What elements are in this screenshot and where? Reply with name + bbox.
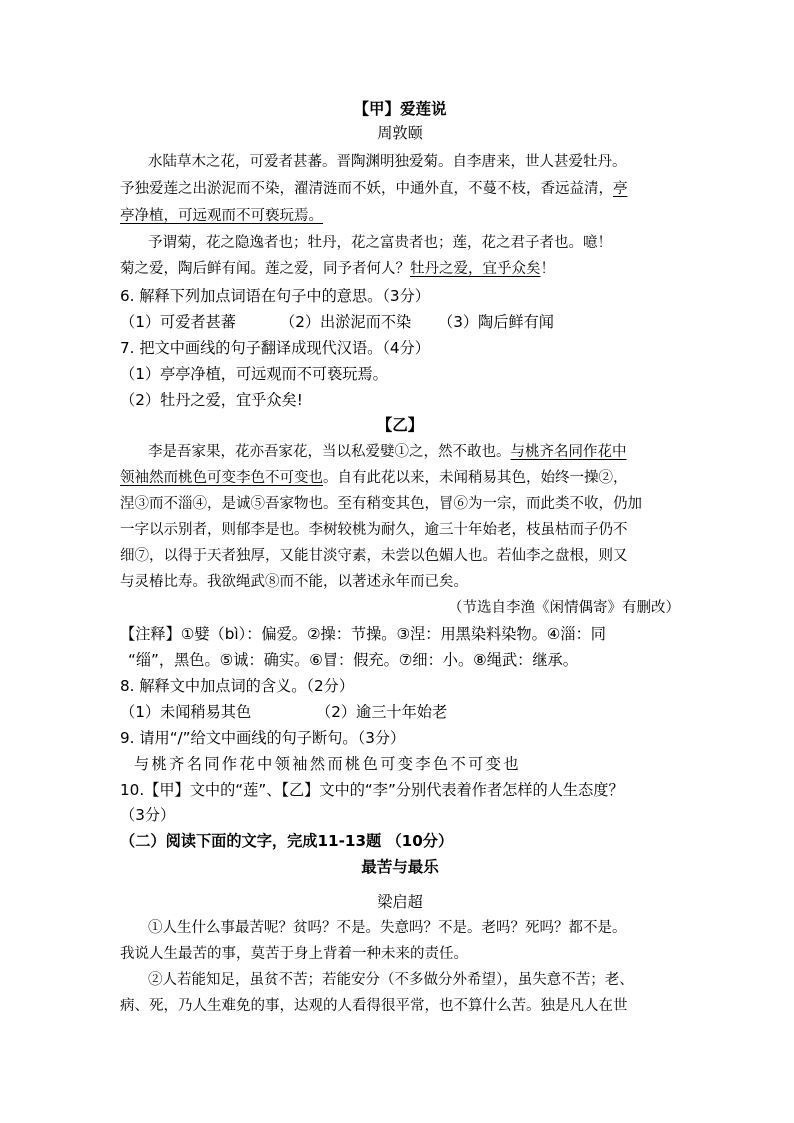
underlined-sentence: 领袖然而桃色可变李色不可变也 (120, 470, 323, 486)
underlined-sentence: 与桃齐名同作花中 (510, 444, 627, 460)
underlined-sentence: 牡丹之爱，宜乎众矣 (410, 261, 541, 277)
jia-author: 周敦颐 (377, 124, 423, 142)
yi-line6: 与灵椿比寿。我欲绳武⑧而不能，以著述永年而已矣。 (120, 574, 468, 590)
q9-sentence: 与桃齐名同作花中领袖然而桃色可变李色不可变也 (134, 755, 521, 773)
yi-line2: 领袖然而桃色可变李色不可变也。自有此花以来，未闻稍易其色，始终一操②， (120, 470, 628, 486)
yi-note-line2: “缁”，黑色。⑤诚：确实。⑥冒：假充。⑦细：小。⑧绳武：继承。 (128, 651, 578, 669)
section2-heading: （二）阅读下面的文字，完成11-13题 （10分） (120, 832, 454, 850)
q7-stem: 7. 把文中画线的句子翻译成现代汉语。（4分） (120, 339, 430, 357)
q8-item-2: （2）逾三十年始老 (316, 703, 448, 721)
yi-source: （节选自李渔《闲情偶寄》有删改） (448, 600, 680, 616)
yi-note-line1: 【注释】①嬖（bì）：偏爱。②操：节操。③涅：用黑染料染物。④淄：同 (120, 625, 606, 643)
q9-stem: 9. 请用“/”给文中画线的句子断句。（3分） (120, 729, 406, 747)
yi-line5: 细⑦，以得于天者独厚，又能甘淡守素，未尝以色媚人也。若仙李之盘根，则又 (120, 548, 628, 564)
q6-item-2: （2）出淤泥而不染 (280, 313, 412, 331)
yi-line3: 涅③而不淄④，是诚⑤吾家物也。至有稍变其色，冒⑥为一宗，而此类不收，仍加 (120, 496, 642, 512)
section2-p1-line1: ①人生什么事最苦呢？贫吗？不是。失意吗？不是。老吗？死吗？都不是。 (148, 920, 627, 936)
yi-title: 【乙】 (376, 416, 424, 434)
yi-line1: 李是吾家果，花亦吾家花，当以私爱嬖①之，然不敢也。与桃齐名同作花中 (148, 444, 627, 460)
jia-p1-line3 (120, 206, 680, 226)
q6-item-3: （3）陶后鲜有闻 (438, 313, 554, 331)
q6-item-1: （1）可爱者甚蕃 (120, 313, 236, 331)
jia-p1-line1: 水陆草木之花，可爱者甚蕃。晋陶渊明独爱菊。自李唐来，世人甚爱牡丹。 (148, 154, 627, 170)
jia-p2-line2: 菊之爱，陶后鲜有闻。莲之爱，同予者何人？牡丹之爱，宜乎众矣！ (120, 261, 555, 277)
section2-p1-line2: 我说人生最苦的事，莫苦于身上背着一种未来的责任。 (120, 946, 468, 962)
q6-stem: 6. 解释下列加点词语在句子中的意思。（3分） (120, 287, 430, 305)
section2-title: 最苦与最乐 (361, 858, 439, 876)
q8-item-1: （1）未闻稍易其色 (120, 703, 252, 721)
section2-p2-line2: 病、死，乃人生难免的事，达观的人看得很平常，也不算什么苦。独是凡人在世 (120, 998, 628, 1014)
yi-line4: 一字以示别者，则郁李是也。李树较桃为耐久，逾三十年始老，枝虽枯而子仍不 (120, 522, 628, 538)
underlined-sentence: 亭 (613, 181, 628, 197)
q10-line1: 10.【甲】文中的“莲”、【乙】文中的“李”分别代表着作者怎样的人生态度？ (120, 781, 624, 799)
underlined-sentence: 亭净植，可远观而不可亵玩焉。 (120, 208, 323, 224)
jia-p2-line1: 予谓菊，花之隐逸者也；牡丹，花之富贵者也；莲，花之君子者也。噫！ (148, 235, 612, 251)
jia-title: 【甲】爱莲说 (353, 100, 447, 118)
q7-item-1: （1）亭亭净植，可远观而不可亵玩焉。 (120, 365, 388, 383)
q8-stem: 8. 解释文中加点词的含义。（2分） (120, 677, 355, 695)
q10-line2: （3分） (120, 806, 176, 824)
jia-p1-line2: 予独爱莲之出淤泥而不染，濯清涟而不妖，中通外直，不蔓不枝，香远益清，亭 (120, 181, 628, 197)
section2-author: 梁启超 (377, 893, 423, 911)
q7-item-2: （2）牡丹之爱，宜乎众矣! (120, 391, 303, 409)
section2-p2-line1: ②人若能知足，虽贫不苦；若能安分（不多做分外希望），虽失意不苦；老、 (148, 972, 634, 988)
